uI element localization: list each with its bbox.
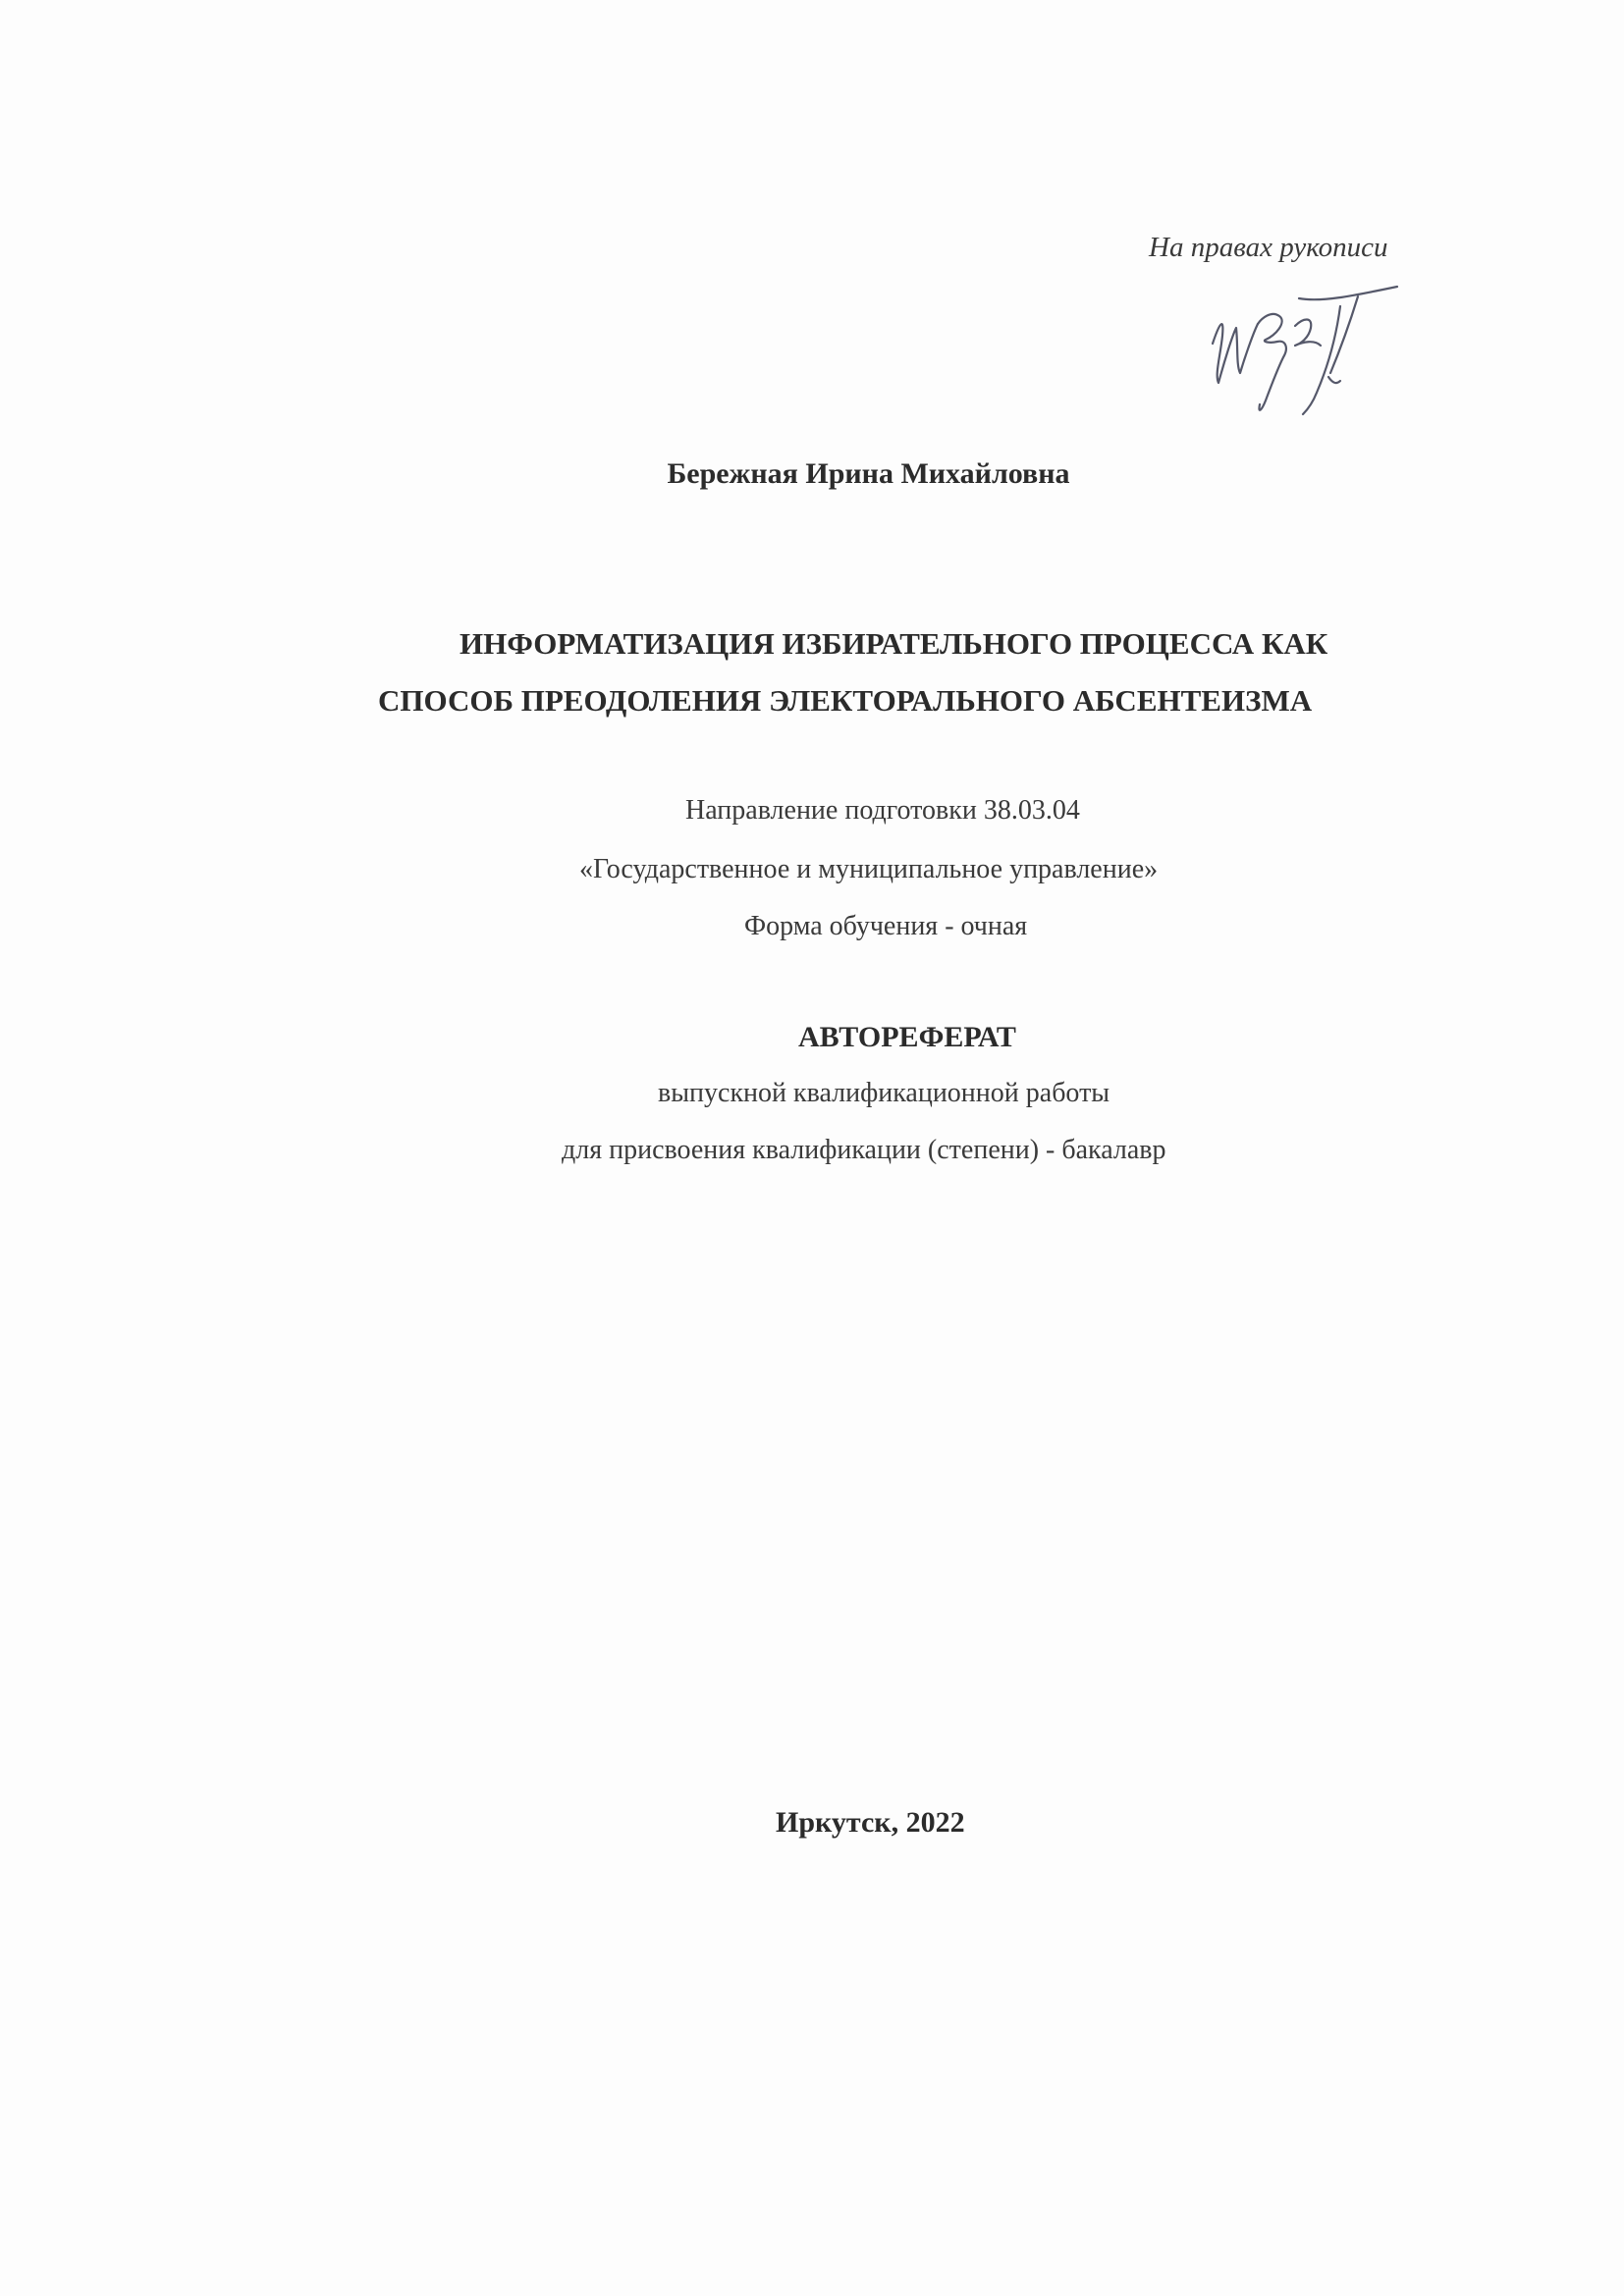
thesis-title-line-1: ИНФОРМАТИЗАЦИЯ ИЗБИРАТЕЛЬНОГО ПРОЦЕССА КАК: [460, 626, 1328, 661]
rights-note: На правах рукописи: [1149, 232, 1388, 263]
abstract-subtitle-2: для присвоения квалификации (степени) - бакалавр: [562, 1135, 1166, 1165]
study-form: Форма обучения - очная: [744, 911, 1028, 941]
abstract-subtitle-1: выпускной квалификационной работы: [658, 1078, 1110, 1108]
study-direction: Направление подготовки 38.03.04: [685, 795, 1080, 826]
abstract-heading: АВТОРЕФЕРАТ: [798, 1021, 1016, 1053]
handwritten-signature: [1193, 267, 1404, 424]
study-program: «Государственное и муниципальное управление»: [579, 854, 1159, 884]
thesis-title-line-2: СПОСОБ ПРЕОДОЛЕНИЯ ЭЛЕКТОРАЛЬНОГО АБСЕНТЕИЗМА: [378, 683, 1313, 718]
author-name: Бережная Ирина Михайловна: [667, 457, 1070, 490]
city-year: Иркутск, 2022: [776, 1806, 965, 1839]
